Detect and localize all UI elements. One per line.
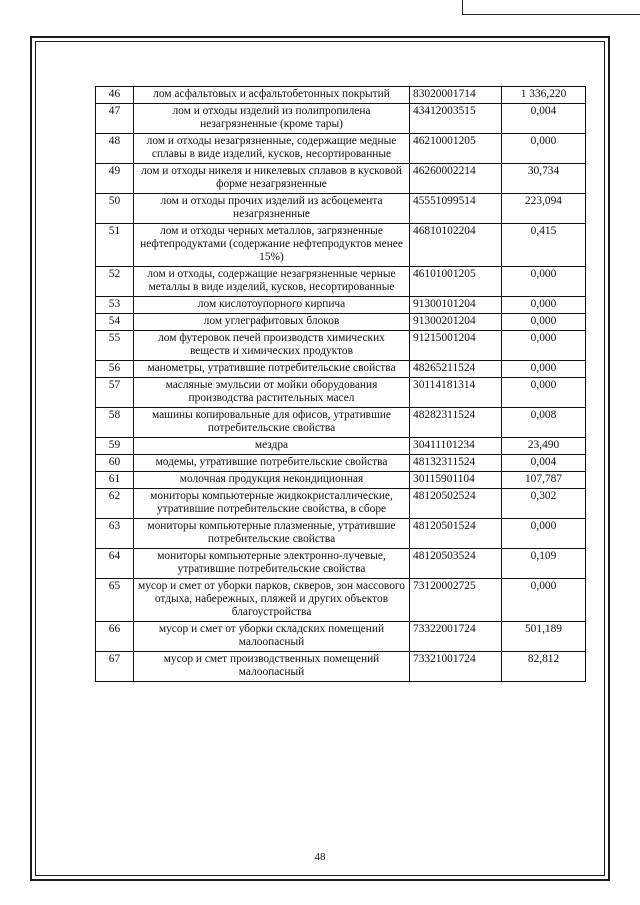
waste-amount-cell: 0,302 bbox=[502, 489, 586, 519]
waste-name-cell: лом углеграфитовых блоков bbox=[134, 314, 410, 331]
waste-code-cell: 48120503524 bbox=[410, 549, 502, 579]
row-number-cell: 47 bbox=[96, 104, 134, 134]
waste-amount-cell: 0,000 bbox=[502, 361, 586, 378]
page-number: 48 bbox=[314, 851, 326, 863]
waste-code-cell: 73321001724 bbox=[410, 652, 502, 682]
row-number-cell: 51 bbox=[96, 224, 134, 267]
row-number-cell: 58 bbox=[96, 408, 134, 438]
waste-code-cell: 48282311524 bbox=[410, 408, 502, 438]
waste-amount-cell: 23,490 bbox=[502, 438, 586, 455]
waste-name-cell: модемы, утратившие потребительские свойства bbox=[134, 455, 410, 472]
table-row bbox=[96, 622, 586, 652]
row-number-cell: 53 bbox=[96, 297, 134, 314]
scan-margin-mark bbox=[462, 0, 463, 14]
waste-code-cell: 73322001724 bbox=[410, 622, 502, 652]
waste-name-cell: лом и отходы изделий из полипропилена незагрязненные (кроме тары) bbox=[134, 104, 410, 134]
waste-code-cell: 48120502524 bbox=[410, 489, 502, 519]
waste-code-cell: 91300101204 bbox=[410, 297, 502, 314]
row-number-cell: 52 bbox=[96, 267, 134, 297]
waste-code-cell: 83020001714 bbox=[410, 87, 502, 104]
waste-name-cell: мониторы компьютерные электронно-лучевые, утратившие потребительские свойства bbox=[134, 549, 410, 579]
waste-name-cell: мусор и смет производственных помещений малоопасный bbox=[134, 652, 410, 682]
row-number-cell: 48 bbox=[96, 134, 134, 164]
table-row bbox=[96, 297, 586, 314]
table-row bbox=[96, 104, 586, 134]
waste-code-cell: 46210001205 bbox=[410, 134, 502, 164]
table-row bbox=[96, 519, 586, 549]
waste-amount-cell: 0,000 bbox=[502, 579, 586, 622]
waste-code-cell: 48265211524 bbox=[410, 361, 502, 378]
waste-amount-cell: 0,008 bbox=[502, 408, 586, 438]
waste-amount-cell: 0,109 bbox=[502, 549, 586, 579]
waste-amount-cell: 0,000 bbox=[502, 134, 586, 164]
table-row bbox=[96, 134, 586, 164]
table-row bbox=[96, 87, 586, 104]
waste-name-cell: масляные эмульсии от мойки оборудования производства растительных масел bbox=[134, 378, 410, 408]
waste-name-cell: мониторы компьютерные плазменные, утратившие потребительские свойства bbox=[134, 519, 410, 549]
waste-amount-cell: 223,094 bbox=[502, 194, 586, 224]
scan-margin-mark bbox=[462, 14, 640, 15]
waste-name-cell: лом и отходы никеля и никелевых сплавов в кусковой форме незагрязненные bbox=[134, 164, 410, 194]
table-row bbox=[96, 164, 586, 194]
row-number-cell: 59 bbox=[96, 438, 134, 455]
row-number-cell: 67 bbox=[96, 652, 134, 682]
waste-code-cell: 30115901104 bbox=[410, 472, 502, 489]
waste-name-cell: лом и отходы, содержащие незагрязненные черные металлы в виде изделий, кусков, несортированные bbox=[134, 267, 410, 297]
waste-name-cell: лом и отходы прочих изделий из асбоцемента незагрязненные bbox=[134, 194, 410, 224]
row-number-cell: 49 bbox=[96, 164, 134, 194]
waste-amount-cell: 30,734 bbox=[502, 164, 586, 194]
table-row bbox=[96, 549, 586, 579]
row-number-cell: 46 bbox=[96, 87, 134, 104]
row-number-cell: 62 bbox=[96, 489, 134, 519]
waste-code-cell: 30411101234 bbox=[410, 438, 502, 455]
table-row bbox=[96, 455, 586, 472]
waste-code-cell: 46810102204 bbox=[410, 224, 502, 267]
table-row bbox=[96, 194, 586, 224]
table-row bbox=[96, 224, 586, 267]
waste-table-body bbox=[96, 87, 586, 682]
waste-amount-cell: 0,000 bbox=[502, 331, 586, 361]
waste-code-cell: 30114181314 bbox=[410, 378, 502, 408]
waste-amount-cell: 0,000 bbox=[502, 297, 586, 314]
waste-name-cell: лом футеровок печей производств химических веществ и химических продуктов bbox=[134, 331, 410, 361]
row-number-cell: 50 bbox=[96, 194, 134, 224]
row-number-cell: 56 bbox=[96, 361, 134, 378]
table-row bbox=[96, 472, 586, 489]
waste-code-cell: 48132311524 bbox=[410, 455, 502, 472]
table-row bbox=[96, 489, 586, 519]
waste-amount-cell: 0,000 bbox=[502, 519, 586, 549]
waste-amount-cell: 0,000 bbox=[502, 267, 586, 297]
row-number-cell: 63 bbox=[96, 519, 134, 549]
table-row bbox=[96, 378, 586, 408]
waste-amount-cell: 1 336,220 bbox=[502, 87, 586, 104]
waste-code-cell: 48120501524 bbox=[410, 519, 502, 549]
table-row bbox=[96, 267, 586, 297]
waste-code-cell: 91300201204 bbox=[410, 314, 502, 331]
waste-amount-cell: 107,787 bbox=[502, 472, 586, 489]
waste-code-cell: 46101001205 bbox=[410, 267, 502, 297]
waste-amount-cell: 0,004 bbox=[502, 104, 586, 134]
waste-name-cell: мусор и смет от уборки парков, скверов, зон массового отдыха, набережных, пляжей и других объектов благоустройства bbox=[134, 579, 410, 622]
row-number-cell: 64 bbox=[96, 549, 134, 579]
waste-amount-cell: 501,189 bbox=[502, 622, 586, 652]
waste-amount-cell: 0,004 bbox=[502, 455, 586, 472]
waste-name-cell: лом и отходы черных металлов, загрязненные нефтепродуктами (содержание нефтепродуктов менее 15%) bbox=[134, 224, 410, 267]
waste-amount-cell: 0,000 bbox=[502, 314, 586, 331]
waste-table bbox=[95, 86, 586, 682]
table-row bbox=[96, 314, 586, 331]
waste-amount-cell: 82,812 bbox=[502, 652, 586, 682]
waste-code-cell: 45551099514 bbox=[410, 194, 502, 224]
waste-code-cell: 46260002214 bbox=[410, 164, 502, 194]
waste-amount-cell: 0,415 bbox=[502, 224, 586, 267]
table-row bbox=[96, 361, 586, 378]
row-number-cell: 55 bbox=[96, 331, 134, 361]
waste-code-cell: 73120002725 bbox=[410, 579, 502, 622]
waste-name-cell: лом и отходы незагрязненные, содержащие медные сплавы в виде изделий, кусков, несортированные bbox=[134, 134, 410, 164]
row-number-cell: 54 bbox=[96, 314, 134, 331]
waste-name-cell: молочная продукция некондиционная bbox=[134, 472, 410, 489]
row-number-cell: 60 bbox=[96, 455, 134, 472]
waste-code-cell: 43412003515 bbox=[410, 104, 502, 134]
waste-code-cell: 91215001204 bbox=[410, 331, 502, 361]
row-number-cell: 66 bbox=[96, 622, 134, 652]
row-number-cell: 57 bbox=[96, 378, 134, 408]
table-row bbox=[96, 438, 586, 455]
waste-name-cell: манометры, утратившие потребительские свойства bbox=[134, 361, 410, 378]
table-row bbox=[96, 408, 586, 438]
waste-name-cell: мездра bbox=[134, 438, 410, 455]
row-number-cell: 61 bbox=[96, 472, 134, 489]
waste-name-cell: мониторы компьютерные жидкокристаллические, утратившие потребительские свойства, в сборе bbox=[134, 489, 410, 519]
waste-name-cell: машины копировальные для офисов, утратившие потребительские свойства bbox=[134, 408, 410, 438]
row-number-cell: 65 bbox=[96, 579, 134, 622]
table-row bbox=[96, 331, 586, 361]
waste-name-cell: лом асфальтовых и асфальтобетонных покрытий bbox=[134, 87, 410, 104]
waste-name-cell: мусор и смет от уборки складских помещений малоопасный bbox=[134, 622, 410, 652]
table-row bbox=[96, 652, 586, 682]
waste-amount-cell: 0,000 bbox=[502, 378, 586, 408]
waste-name-cell: лом кислотоупорного кирпича bbox=[134, 297, 410, 314]
table-row bbox=[96, 579, 586, 622]
